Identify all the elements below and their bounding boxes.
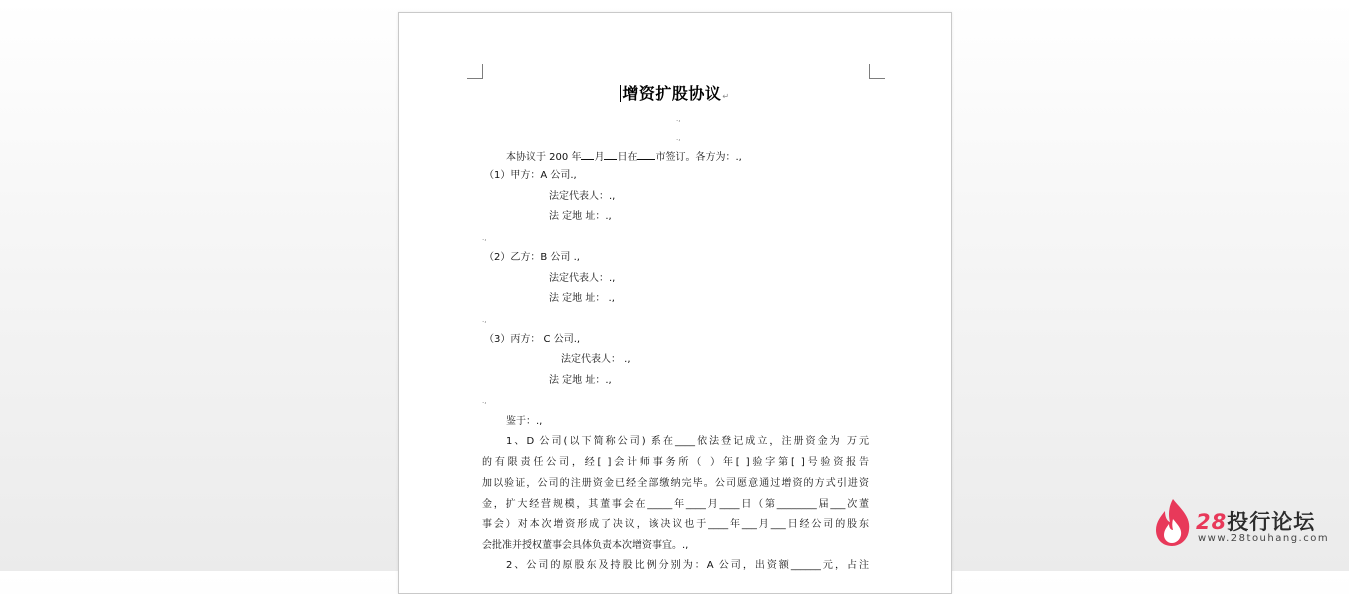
- empty-line[interactable]: .,: [676, 134, 681, 142]
- intro-day: 日在: [617, 152, 638, 163]
- empty-line[interactable]: .,: [676, 115, 681, 123]
- logo-title: [1196, 506, 1315, 536]
- clause1-line[interactable]: 加以验证，公司的注册资金已经全部缴纳完毕。公司愿意通过增资的方式引进资: [482, 478, 869, 489]
- intro-suffix: 市签订。各方为：.,: [655, 152, 742, 163]
- logo-number: 28: [1196, 510, 1228, 534]
- empty-line[interactable]: .,: [482, 234, 487, 242]
- blank-city: [637, 150, 655, 160]
- intro-prefix: 本协议于 200 年: [506, 152, 582, 163]
- party-a-address[interactable]: 法 定地 址：.,: [549, 211, 612, 222]
- clause1-line[interactable]: 会批准并授权董事会具体负责本次增资事宜。.,: [482, 540, 689, 551]
- margin-corner-top-left: [467, 64, 483, 79]
- logo-url: www.28touhang.com: [1198, 533, 1330, 544]
- clause1-line[interactable]: 金，扩大经营规模，其董事会在_____年____月____日（第________届___次董: [482, 499, 869, 510]
- clause1-line[interactable]: 事会）对本次增资形成了决议，该决议也于____年___月___日经公司的股东: [482, 519, 869, 530]
- intro-line[interactable]: [506, 150, 742, 164]
- empty-line[interactable]: .,: [482, 397, 487, 405]
- party-b-label[interactable]: （2）乙方：B 公司 .,: [484, 252, 580, 263]
- document-title-text: 增资扩股协议: [622, 84, 722, 103]
- whereas-heading[interactable]: 鉴于：.,: [506, 416, 543, 427]
- intro-month: 月: [594, 152, 605, 163]
- blank-year: [581, 150, 594, 160]
- party-c-label[interactable]: （3）丙方： C 公司.,: [484, 334, 581, 345]
- watermark-logo: [1153, 497, 1328, 549]
- party-b-address[interactable]: 法 定地 址： .,: [549, 293, 615, 304]
- party-a-representative[interactable]: 法定代表人：.,: [549, 191, 616, 202]
- document-page[interactable]: [398, 12, 952, 594]
- logo-name: 投行论坛: [1227, 510, 1316, 534]
- margin-corner-top-right: [869, 64, 885, 79]
- party-a-label[interactable]: （1）甲方：A 公司.,: [484, 170, 577, 181]
- clause1-line[interactable]: 的有限责任公司，经[ ]会计师事务所（ ）年[ ]验字第[ ]号验资报告: [482, 457, 869, 468]
- empty-line[interactable]: .,: [482, 316, 487, 324]
- party-b-representative[interactable]: 法定代表人：.,: [549, 273, 616, 284]
- clause1-line[interactable]: 1、D 公司(以下简称公司) 系在____依法登记成立，注册资金为 万元: [506, 436, 869, 447]
- party-c-representative[interactable]: 法定代表人： .,: [561, 354, 631, 365]
- blank-month: [604, 150, 617, 160]
- document-title[interactable]: [399, 81, 951, 104]
- party-c-address[interactable]: 法 定地 址：.,: [549, 375, 612, 386]
- clause2-line[interactable]: 2、公司的原股东及持股比例分别为：A 公司，出资额______元，占注: [506, 560, 869, 571]
- flame-icon: [1153, 497, 1193, 547]
- paragraph-mark: ↵: [722, 92, 730, 101]
